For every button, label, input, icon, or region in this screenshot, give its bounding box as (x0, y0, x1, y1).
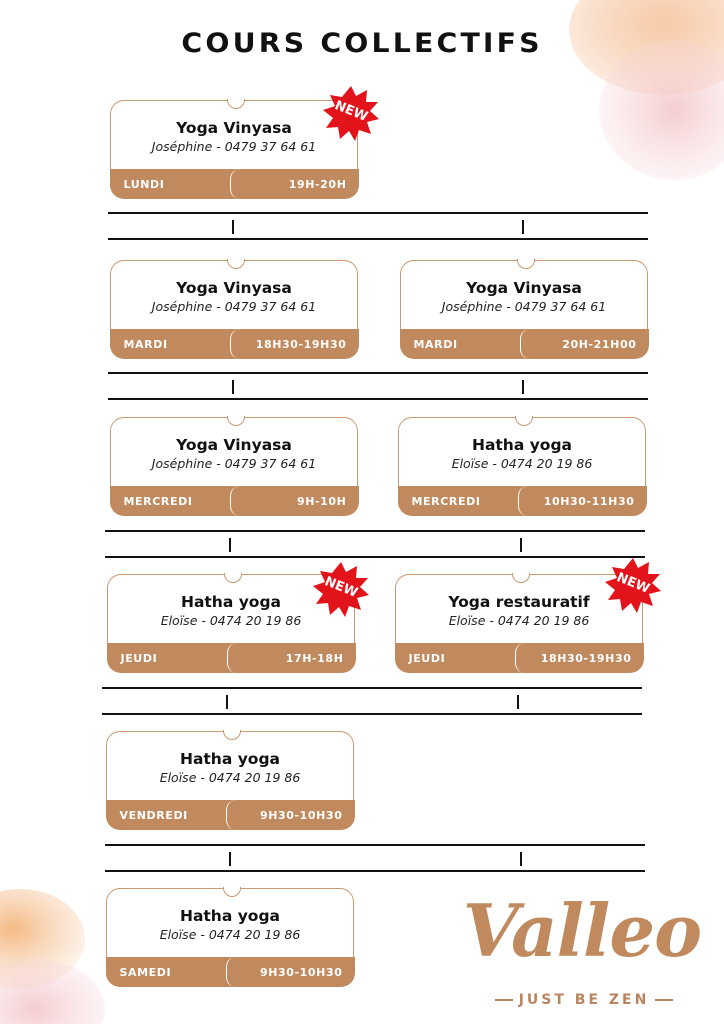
bar-divider (230, 329, 242, 359)
course-name: Yoga Vinyasa (176, 119, 292, 137)
course-name: Hatha yoga (471, 436, 573, 454)
bar-divider (230, 169, 242, 199)
schedule-bar (395, 643, 644, 673)
timeline-connector (108, 212, 648, 240)
course-name: Hatha yoga (179, 750, 281, 768)
class-card[interactable] (110, 100, 358, 198)
card-notch (517, 259, 535, 269)
day-label: MARDI (123, 337, 168, 351)
day-label: MERCREDI (411, 494, 481, 508)
class-card[interactable] (110, 417, 358, 515)
card-notch (223, 887, 241, 897)
bar-divider (230, 486, 242, 516)
course-name: Hatha yoga (180, 593, 282, 611)
card-notch (227, 99, 245, 109)
day-label: JEUDI (408, 651, 446, 665)
schedule-bar (106, 957, 355, 987)
day-label: MERCREDI (123, 494, 193, 508)
teacher-contact: Eloïse - 0474 20 19 86 (451, 456, 593, 471)
time-label: 9H-10H (296, 494, 347, 508)
class-card[interactable] (400, 260, 648, 358)
bar-divider (518, 486, 530, 516)
teacher-contact: Eloïse - 0474 20 19 86 (159, 927, 301, 942)
time-label: 9H30-10H30 (259, 808, 343, 822)
teacher-contact: Eloïse - 0474 20 19 86 (160, 613, 302, 628)
teacher-contact: Eloïse - 0474 20 19 86 (159, 770, 301, 785)
schedule-bar (398, 486, 647, 516)
course-name: Yoga restauratif (448, 593, 590, 611)
teacher-contact: Eloïse - 0474 20 19 86 (448, 613, 590, 628)
timeline-connector (108, 372, 648, 400)
class-card[interactable] (398, 417, 646, 515)
day-label: SAMEDI (119, 965, 172, 979)
card-notch (227, 259, 245, 269)
time-label: 19H-20H (288, 177, 347, 191)
teacher-contact: Joséphine - 0479 37 64 61 (441, 299, 607, 314)
card-notch (227, 416, 245, 426)
day-label: JEUDI (120, 651, 158, 665)
course-name: Yoga Vinyasa (176, 436, 292, 454)
card-notch (515, 416, 533, 426)
card-notch (512, 573, 530, 583)
schedule-bar (110, 486, 359, 516)
day-label: VENDREDI (119, 808, 188, 822)
class-card[interactable] (110, 260, 358, 358)
schedule-bar (107, 643, 356, 673)
timeline-connector (105, 844, 645, 872)
new-badge: NEW (312, 560, 370, 618)
bar-divider (226, 957, 238, 987)
page-title: COURS COLLECTIFS (181, 28, 543, 59)
new-badge: NEW (604, 556, 662, 614)
bar-divider (520, 329, 532, 359)
time-label: 18H30-19H30 (540, 651, 632, 665)
course-name: Hatha yoga (179, 907, 281, 925)
teacher-contact: Joséphine - 0479 37 64 61 (151, 456, 317, 471)
time-label: 17H-18H (285, 651, 344, 665)
schedule-bar (400, 329, 649, 359)
schedule-bar (110, 169, 359, 199)
course-name: Yoga Vinyasa (176, 279, 292, 297)
class-card[interactable] (106, 731, 354, 829)
watercolor-decoration-bottom (0, 884, 110, 1024)
teacher-contact: Joséphine - 0479 37 64 61 (151, 139, 317, 154)
card-notch (224, 573, 242, 583)
schedule-bar (110, 329, 359, 359)
time-label: 10H30-11H30 (543, 494, 635, 508)
time-label: 9H30-10H30 (259, 965, 343, 979)
teacher-contact: Joséphine - 0479 37 64 61 (151, 299, 317, 314)
class-card[interactable] (106, 888, 354, 986)
bar-divider (515, 643, 527, 673)
timeline-connector (102, 687, 642, 715)
bar-divider (227, 643, 239, 673)
brand-tagline: JUST BE ZEN (478, 992, 690, 1008)
bar-divider (226, 800, 238, 830)
time-label: 18H30-19H30 (255, 337, 347, 351)
new-badge: NEW (322, 84, 380, 142)
schedule-bar (106, 800, 355, 830)
card-notch (223, 730, 241, 740)
day-label: MARDI (413, 337, 458, 351)
timeline-connector (105, 530, 645, 558)
time-label: 20H-21H00 (562, 337, 637, 351)
day-label: LUNDI (123, 177, 165, 191)
brand-logo: Valleo (462, 888, 702, 973)
course-name: Yoga Vinyasa (466, 279, 582, 297)
